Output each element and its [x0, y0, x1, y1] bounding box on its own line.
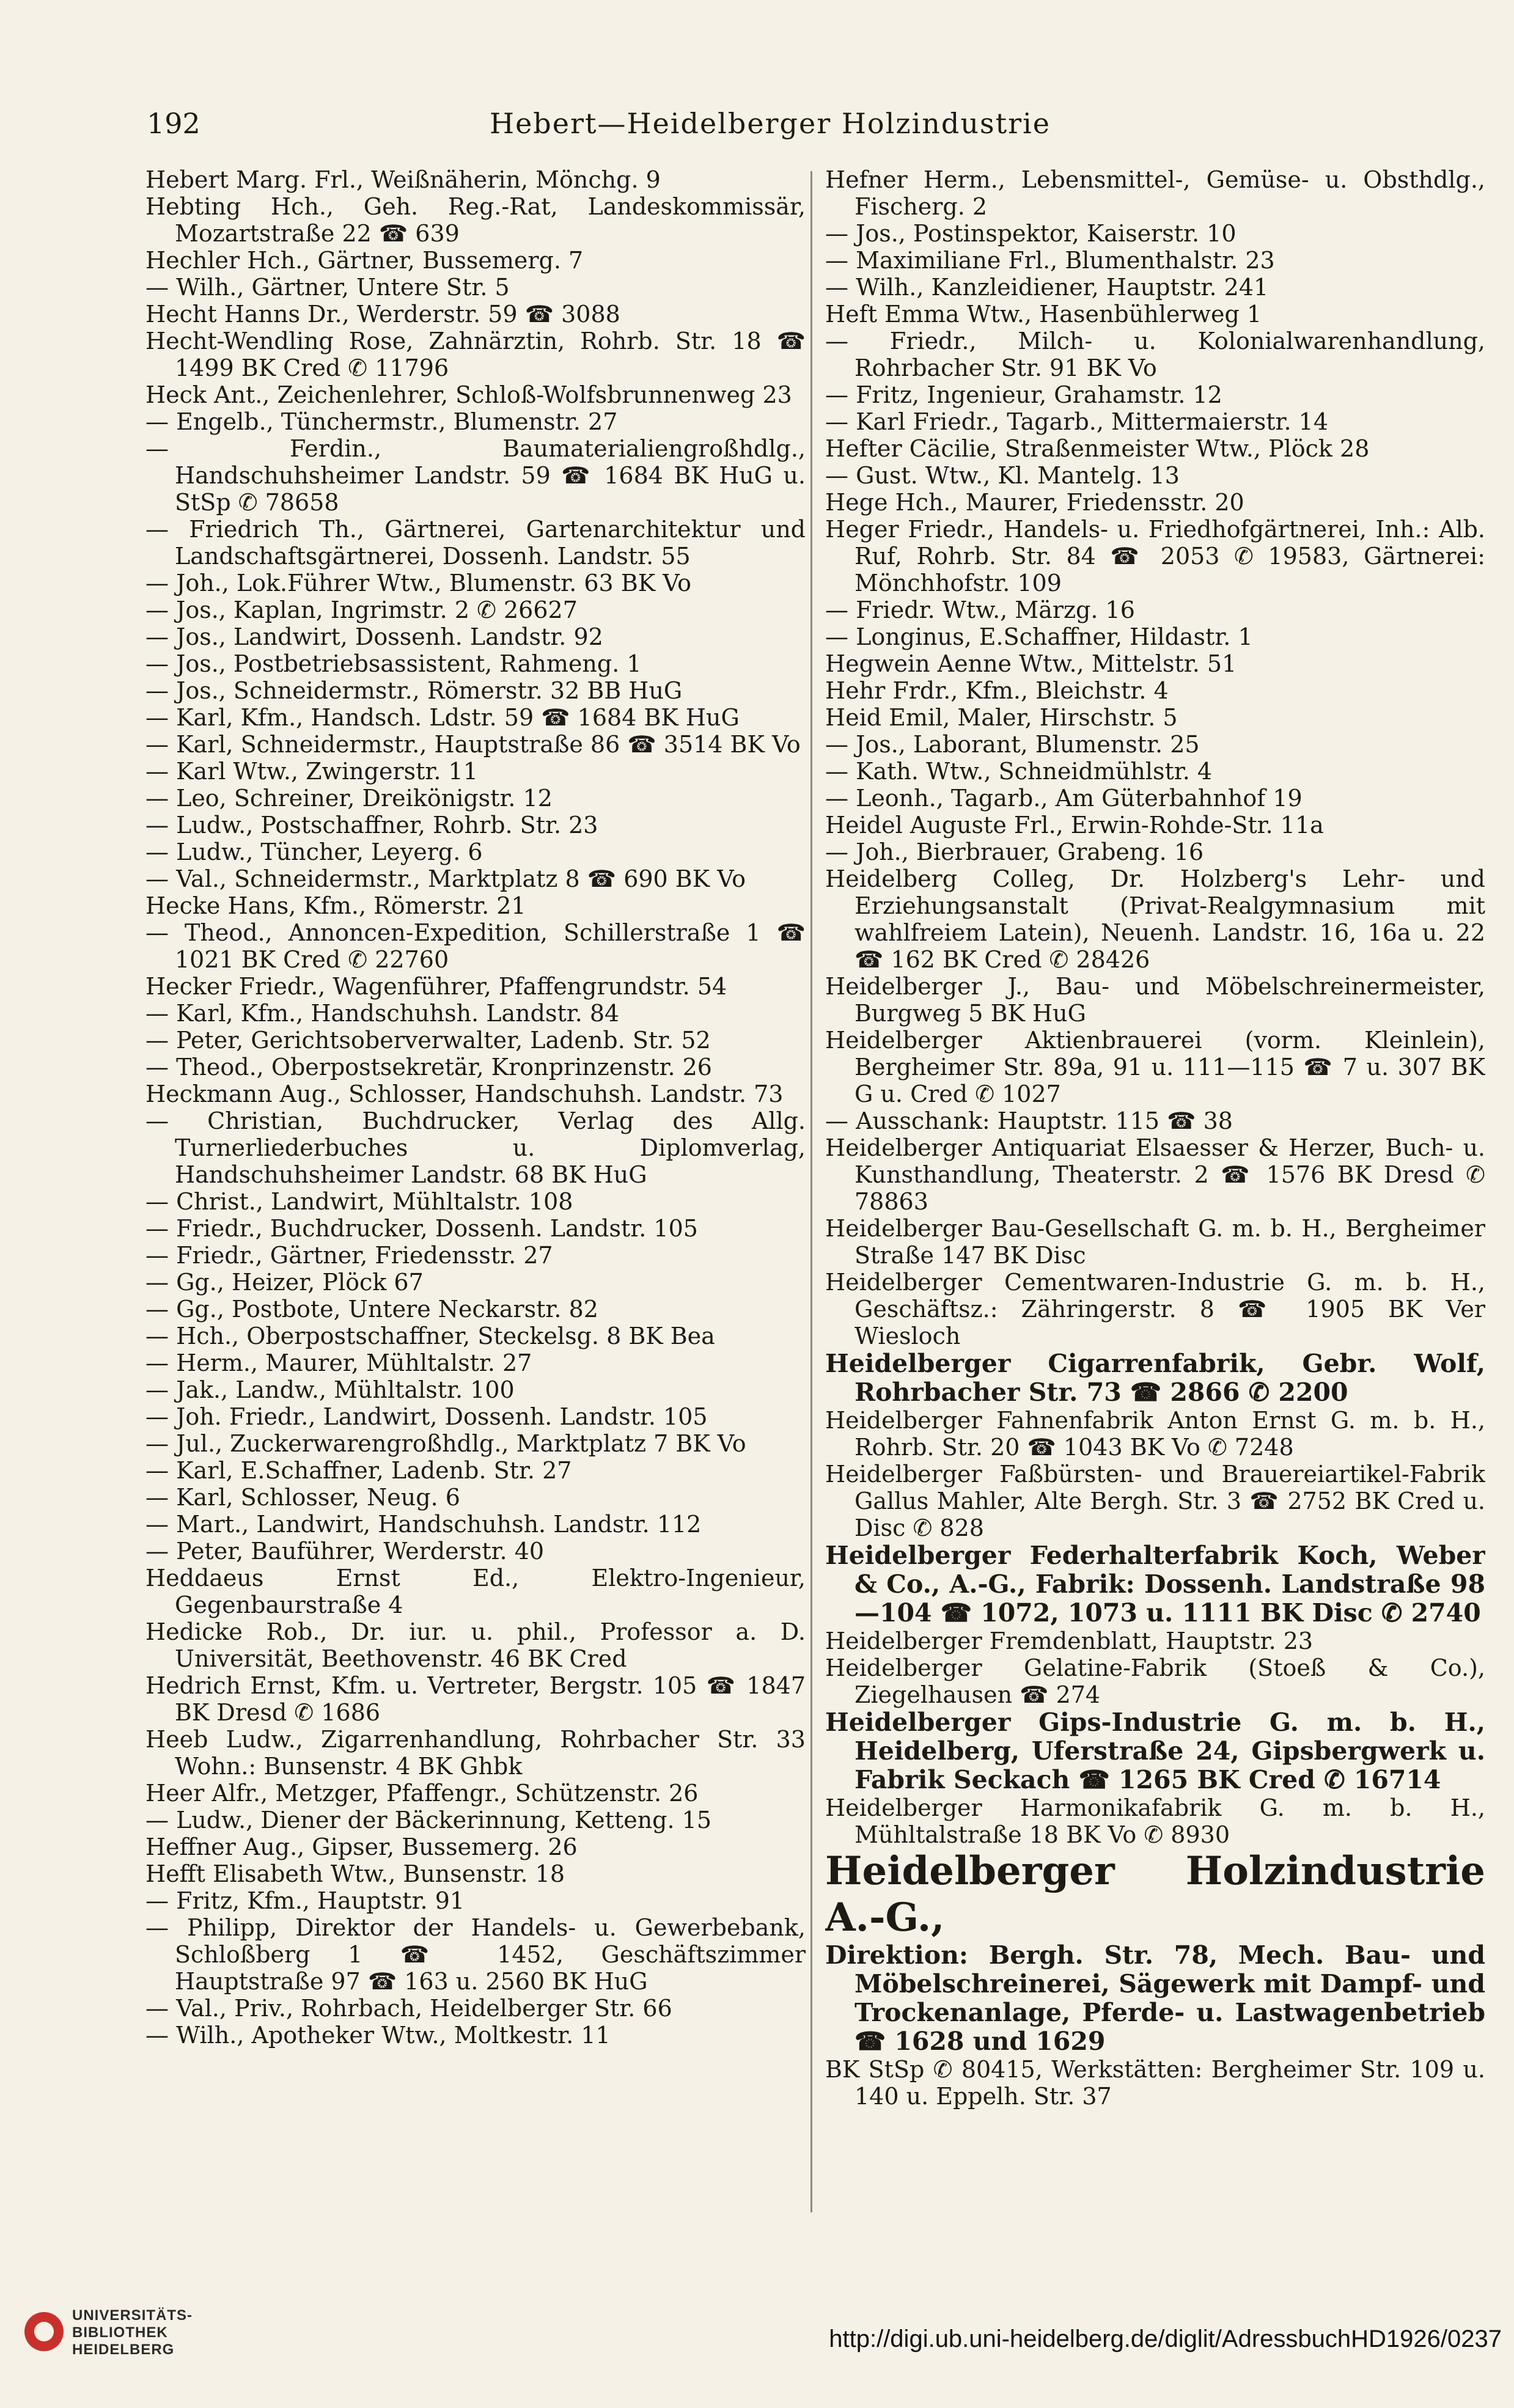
directory-entry: — Ludw., Diener der Bäckerinnung, Ketteng. 15: [145, 1807, 712, 1834]
directory-entry: — Jos., Postbetriebsassistent, Rahmeng. 1: [145, 650, 642, 677]
directory-entry: — Jul., Zuckerwarengroßhdlg., Marktplatz 7 BK Vo: [145, 1430, 746, 1457]
directory-entry: — Ferdin., Baumaterialiengroßhdlg., Handschuhsheimer Landstr. 59 ☎ 1684 BK HuG u. StSp ✆ 78658: [145, 435, 806, 516]
directory-entry: — Friedrich Th., Gärtnerei, Gartenarchitektur und Landschaftsgärtnerei, Dossenh. Landstr. 55: [145, 516, 806, 570]
directory-entry: — Herm., Maurer, Mühltalstr. 27: [145, 1349, 532, 1376]
directory-entry: — Karl Friedr., Tagarb., Mittermaierstr. 14: [825, 408, 1329, 435]
logo-line: BIBLIOTHEK: [72, 2324, 168, 2341]
directory-entry: Direktion: Bergh. Str. 78, Mech. Bau- und Möbelschreinerei, Sägewerk mit Dampf- und Trockenanlage, Pferde- u. Lastwagenbetrieb ☎ 1628 und 1629: [825, 1940, 1485, 2056]
directory-entry: Heidelberger Harmonikafabrik G. m. b. H., Mühltalstraße 18 BK Vo ✆ 8930: [825, 1794, 1485, 1848]
directory-entry: — Ludw., Postschaffner, Rohrb. Str. 23: [145, 812, 598, 839]
directory-entry: Heidel Auguste Frl., Erwin-Rohde-Str. 11a: [825, 812, 1324, 839]
directory-entry: — Wilh., Kanzleidiener, Hauptstr. 241: [825, 274, 1269, 301]
source-url-link[interactable]: http://digi.ub.uni-heidelberg.de/diglit/AdressbuchHD1926/0237: [829, 2325, 1502, 2352]
library-logo-text: [72, 2307, 207, 2358]
page-number: 192: [147, 107, 200, 140]
library-seal-icon: [24, 2312, 64, 2351]
advertisement-heading: Heidelberger Holzindustrie A.-G.,: [825, 1848, 1485, 1940]
directory-entry: — Hch., Oberpostschaffner, Steckelsg. 8 BK Bea: [145, 1323, 715, 1349]
directory-entry: — Joh., Bierbrauer, Grabeng. 16: [825, 839, 1204, 865]
directory-entry: — Theod., Oberpostsekretär, Kronprinzenstr. 26: [145, 1054, 712, 1081]
directory-entry: Hege Hch., Maurer, Friedensstr. 20: [825, 489, 1244, 516]
directory-entry: Hebting Hch., Geh. Reg.-Rat, Landeskommissär, Mozartstraße 22 ☎ 639: [145, 193, 806, 247]
directory-entry: — Wilh., Gärtner, Untere Str. 5: [145, 274, 510, 301]
directory-entry: — Joh., Lok.Führer Wtw., Blumenstr. 63 BK Vo: [145, 570, 692, 596]
directory-entry: — Leonh., Tagarb., Am Güterbahnhof 19: [825, 785, 1303, 812]
directory-entry: Hecke Hans, Kfm., Römerstr. 21: [145, 892, 526, 919]
directory-entry: Heidelberger Fahnenfabrik Anton Ernst G. m. b. H., Rohrb. Str. 20 ☎ 1043 BK Vo ✆ 7248: [825, 1407, 1485, 1461]
directory-entry: — Friedr., Buchdrucker, Dossenh. Landstr. 105: [145, 1215, 698, 1242]
directory-entry: — Friedr., Milch- u. Kolonialwarenhandlung, Rohrbacher Str. 91 BK Vo: [825, 328, 1485, 381]
directory-entry: Heidelberger Cigarrenfabrik, Gebr. Wolf, Rohrbacher Str. 73 ☎ 2866 ✆ 2200: [825, 1349, 1485, 1407]
page-header: [147, 107, 1394, 150]
directory-entry: — Engelb., Tünchermstr., Blumenstr. 27: [145, 408, 618, 435]
directory-entry: — Friedr., Gärtner, Friedensstr. 27: [145, 1242, 553, 1269]
directory-entry: — Gg., Postbote, Untere Neckarstr. 82: [145, 1296, 598, 1323]
column-divider: [810, 171, 812, 2212]
left-column: [145, 166, 806, 2226]
directory-entry: Hecht-Wendling Rose, Zahnärztin, Rohrb. Str. 18 ☎ 1499 BK Cred ✆ 11796: [145, 328, 806, 381]
directory-entry: — Leo, Schreiner, Dreikönigstr. 12: [145, 785, 553, 812]
directory-entry: — Peter, Bauführer, Werderstr. 40: [145, 1538, 545, 1565]
directory-entry: — Friedr. Wtw., Märzg. 16: [825, 596, 1135, 623]
directory-entry: Heidelberger Gelatine-Fabrik (Stoeß & Co.), Ziegelhausen ☎ 274: [825, 1654, 1485, 1708]
directory-entry: Hefter Cäcilie, Straßenmeister Wtw., Plöck 28: [825, 435, 1370, 462]
directory-entry: — Karl, E.Schaffner, Ladenb. Str. 27: [145, 1457, 572, 1484]
directory-entry: — Joh. Friedr., Landwirt, Dossenh. Landstr. 105: [145, 1403, 708, 1430]
directory-entry: Heidelberger Antiquariat Elsaesser & Herzer, Buch- u. Kunsthandlung, Theaterstr. 2 ☎ 1576 BK Dresd ✆ 78863: [825, 1134, 1485, 1215]
directory-entry: — Val., Priv., Rohrbach, Heidelberger Str. 66: [145, 1995, 672, 2022]
directory-entry: Hedrich Ernst, Kfm. u. Vertreter, Bergstr. 105 ☎ 1847 BK Dresd ✆ 1686: [145, 1672, 806, 1726]
directory-entry: — Jos., Kaplan, Ingrimstr. 2 ✆ 26627: [145, 596, 578, 623]
directory-entry: Hechler Hch., Gärtner, Bussemerg. 7: [145, 247, 584, 274]
library-logo[interactable]: [24, 2307, 196, 2387]
directory-entry: — Philipp, Direktor der Handels- u. Gewerbebank, Schloßberg 1 ☎ 1452, Geschäftszimmer Hauptstraße 97 ☎ 163 u. 2560 BK HuG: [145, 1914, 806, 1995]
directory-entry: Heer Alfr., Metzger, Pfaffengr., Schützenstr. 26: [145, 1780, 699, 1807]
logo-line: UNIVERSITÄTS-: [72, 2307, 193, 2324]
directory-entry: — Mart., Landwirt, Handschuhsh. Landstr. 112: [145, 1511, 702, 1538]
directory-entry: Heck Ant., Zeichenlehrer, Schloß-Wolfsbrunnenweg 23: [145, 381, 792, 408]
directory-entry: Heidelberger Bau-Gesellschaft G. m. b. H., Bergheimer Straße 147 BK Disc: [825, 1215, 1485, 1269]
directory-entry: — Gg., Heizer, Plöck 67: [145, 1269, 424, 1296]
directory-entry: — Karl Wtw., Zwingerstr. 11: [145, 758, 478, 785]
directory-entry: — Theod., Annoncen-Expedition, Schillerstraße 1 ☎ 1021 BK Cred ✆ 22760: [145, 919, 806, 973]
directory-entry: — Fritz, Ingenieur, Grahamstr. 12: [825, 381, 1222, 408]
directory-entry: Heidelberger J., Bau- und Möbelschreinermeister, Burgweg 5 BK HuG: [825, 973, 1485, 1027]
directory-entry: Hecht Hanns Dr., Werderstr. 59 ☎ 3088: [145, 301, 620, 328]
running-title: Hebert—Heidelberger Holzindustrie: [489, 107, 1051, 140]
directory-entry: — Karl, Schlosser, Neug. 6: [145, 1484, 460, 1511]
directory-entry: — Jos., Schneidermstr., Römerstr. 32 BB HuG: [145, 677, 683, 704]
directory-entry: — Jak., Landw., Mühltalstr. 100: [145, 1376, 515, 1403]
directory-entry: — Ludw., Tüncher, Leyerg. 6: [145, 839, 483, 865]
directory-entry: Heger Friedr., Handels- u. Friedhofgärtnerei, Inh.: Alb. Ruf, Rohrb. Str. 84 ☎ 2053 ✆ 19583, Gärtnerei: Mönchhofstr. 109: [825, 516, 1485, 596]
directory-entry: — Jos., Landwirt, Dossenh. Landstr. 92: [145, 623, 603, 650]
directory-entry: — Karl, Kfm., Handsch. Ldstr. 59 ☎ 1684 BK HuG: [145, 704, 740, 731]
directory-entry: Heeb Ludw., Zigarrenhandlung, Rohrbacher Str. 33 Wohn.: Bunsenstr. 4 BK Ghbk: [145, 1726, 806, 1780]
directory-entry: Hefner Herm., Lebensmittel-, Gemüse- u. Obsthdlg., Fischerg. 2: [825, 166, 1485, 220]
directory-entry: Hehr Frdr., Kfm., Bleichstr. 4: [825, 677, 1169, 704]
directory-entry: Heidelberger Federhalterfabrik Koch, Weber & Co., A.-G., Fabrik: Dossenh. Landstraße 98—104 ☎ 1072, 1073 u. 1111 BK Disc ✆ 2740: [825, 1541, 1485, 1628]
logo-line: HEIDELBERG: [72, 2341, 175, 2358]
directory-entry: — Longinus, E.Schaffner, Hildastr. 1: [825, 623, 1253, 650]
directory-entry: — Christian, Buchdrucker, Verlag des Allg. Turnerliederbuches u. Diplomverlag, Handschuhsheimer Landstr. 68 BK HuG: [145, 1107, 806, 1188]
directory-entry: — Ausschank: Hauptstr. 115 ☎ 38: [825, 1107, 1233, 1134]
directory-entry: Heidelberger Aktienbrauerei (vorm. Kleinlein), Bergheimer Str. 89a, 91 u. 111—115 ☎ 7 u. 307 BK G u. Cred ✆ 1027: [825, 1027, 1485, 1107]
directory-entry: Hebert Marg. Frl., Weißnäherin, Mönchg. 9: [145, 166, 661, 193]
directory-entry: — Christ., Landwirt, Mühltalstr. 108: [145, 1188, 573, 1215]
directory-entry: — Val., Schneidermstr., Marktplatz 8 ☎ 690 BK Vo: [145, 865, 746, 892]
directory-entry: — Fritz, Kfm., Hauptstr. 91: [145, 1887, 465, 1914]
directory-entry: BK StSp ✆ 80415, Werkstätten: Bergheimer Str. 109 u. 140 u. Eppelh. Str. 37: [825, 2056, 1485, 2110]
directory-entry: Heckmann Aug., Schlosser, Handschuhsh. Landstr. 73: [145, 1081, 784, 1107]
directory-entry: Heddaeus Ernst Ed., Elektro-Ingenieur, Gegenbaurstraße 4: [145, 1565, 806, 1618]
directory-entry: Hegwein Aenne Wtw., Mittelstr. 51: [825, 650, 1237, 677]
directory-entry: — Kath. Wtw., Schneidmühlstr. 4: [825, 758, 1213, 785]
directory-entry: Heidelberg Colleg, Dr. Holzberg's Lehr- und Erziehungsanstalt (Privat-Realgymnasium mit wahlfreiem Latein), Neuenh. Landstr. 16, 16a u. 22 ☎ 162 BK Cred ✆ 28426: [825, 865, 1485, 973]
directory-entry: — Karl, Schneidermstr., Hauptstraße 86 ☎ 3514 BK Vo: [145, 731, 801, 758]
directory-entry: — Gust. Wtw., Kl. Mantelg. 13: [825, 462, 1180, 489]
directory-entry: Hedicke Rob., Dr. iur. u. phil., Professor a. D. Universität, Beethovenstr. 46 BK Cred: [145, 1618, 806, 1672]
directory-entry: — Peter, Gerichtsoberverwalter, Ladenb. Str. 52: [145, 1027, 711, 1054]
directory-entry: Heidelberger Fremdenblatt, Hauptstr. 23: [825, 1628, 1314, 1654]
directory-entry: — Jos., Postinspektor, Kaiserstr. 10: [825, 220, 1237, 247]
directory-entry: Heffner Aug., Gipser, Bussemerg. 26: [145, 1834, 578, 1860]
directory-entry: Hefft Elisabeth Wtw., Bunsenstr. 18: [145, 1860, 565, 1887]
directory-entry: Heidelberger Faßbürsten- und Brauereiartikel-Fabrik Gallus Mahler, Alte Bergh. Str. 3 ☎ 2752 BK Cred u. Disc ✆ 828: [825, 1461, 1485, 1541]
directory-entry: Hecker Friedr., Wagenführer, Pfaffengrundstr. 54: [145, 973, 727, 1000]
right-column: [825, 166, 1485, 2226]
footer-bar: [0, 2298, 1514, 2408]
directory-entry: Heidelberger Gips-Industrie G. m. b. H., Heidelberg, Uferstraße 24, Gipsbergwerk u. Fabrik Seckach ☎ 1265 BK Cred ✆ 16714: [825, 1708, 1485, 1794]
directory-entry: Heidelberger Cementwaren-Industrie G. m. b. H., Geschäftsz.: Zähringerstr. 8 ☎ 1905 BK Ver Wiesloch: [825, 1269, 1485, 1349]
directory-entry: — Wilh., Apotheker Wtw., Moltkestr. 11: [145, 2022, 611, 2049]
directory-entry: — Jos., Laborant, Blumenstr. 25: [825, 731, 1200, 758]
directory-entry: Heid Emil, Maler, Hirschstr. 5: [825, 704, 1178, 731]
directory-entry: Heft Emma Wtw., Hasenbühlerweg 1: [825, 301, 1262, 328]
directory-entry: — Maximiliane Frl., Blumenthalstr. 23: [825, 247, 1275, 274]
directory-entry: — Karl, Kfm., Handschuhsh. Landstr. 84: [145, 1000, 620, 1027]
